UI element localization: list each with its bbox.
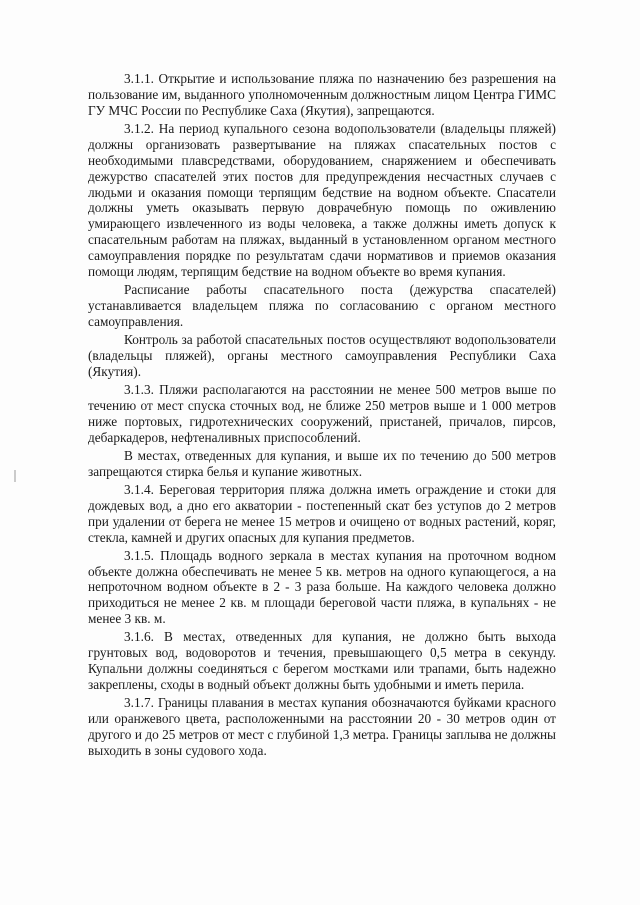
paragraph-3-1-3: 3.1.3. Пляжи располагаются на расстоянии не менее 500 метров выше по течению от мест спуска сточных вод, не ближе 250 метров выше и 1 000 метров ниже портовых, гидротехнических сооружений, пристаней, причалов, пирсов, дебаркадеров, нефтеналивных приспособлений. — [88, 381, 556, 445]
paragraph-3-1-2: 3.1.2. На период купального сезона водопользователи (владельцы пляжей) должны организовать развертывание на пляжах спасательных постов с необходимыми плавсредствами, оборудованием, снаряжением и обеспечивать дежурство спасателей этих постов для предупреждения несчастных случаев с людьми и оказания помощи терпящим бедствие на водном объекте. Спасатели должны уметь оказывать первую доврачебную помощь по оживлению умирающего извлеченного из воды человека, а также должны иметь допуск к спасательным работам на пляжах, выданный в установленном органом местного самоуправления порядке по результатам сдачи нормативов и приемов оказания помощи людям, терпящим бедствие на водном объекте во время купания. — [88, 120, 556, 280]
document-body — [88, 71, 556, 761]
scan-margin-mark — [14, 470, 16, 482]
paragraph-3-1-5: 3.1.5. Площадь водного зеркала в местах купания на проточном водном объекте должна обеспечивать не менее 5 кв. метров на одного купающегося, а на непроточном водном объекте в 2 - 3 раза больше. На каждого человека должно приходиться не менее 2 кв. м площади береговой части пляжа, в купальнях - не менее 3 кв. м. — [88, 547, 556, 627]
paragraph-3-1-7: 3.1.7. Границы плавания в местах купания обозначаются буйками красного или оранжевого цвета, расположенными на расстоянии 20 - 30 метров один от другого и до 25 метров от мест с глубиной 1,3 метра. Границы заплыва не должны выходить в зоны судового хода. — [88, 695, 556, 758]
paragraph-rescue-schedule: Расписание работы спасательного поста (дежурства спасателей) устанавливается владельцем пляжа по согласованию с органом местного самоуправления. — [88, 282, 556, 329]
paragraph-3-1-1: 3.1.1. Открытие и использование пляжа по назначению без разрешения на пользование им, выданного уполномоченным должностным лицом Центра ГИМС ГУ МЧС России по Республике Саха (Якутия), запрещаются. — [88, 71, 556, 118]
paragraph-washing-ban: В местах, отведенных для купания, и выше их по течению до 500 метров запрещаются стирка белья и купание животных. — [88, 447, 556, 479]
paragraph-3-1-6: 3.1.6. В местах, отведенных для купания, не должно быть выхода грунтовых вод, водоворотов и течения, превышающего 0,5 метра в секунду. Купальни должны соединяться с берегом мостками или трапами, быть надежно закреплены, сходы в водный объект должны быть удобными и иметь перила. — [88, 629, 556, 693]
paragraph-rescue-control: Контроль за работой спасательных постов осуществляют водопользователи (владельцы пляжей), органы местного самоуправления Республики Саха (Якутия). — [88, 332, 556, 379]
paragraph-3-1-4: 3.1.4. Береговая территория пляжа должна иметь ограждение и стоки для дождевых вод, а дно его акватории - постепенный скат без уступов до 2 метров при удалении от берега не менее 15 метров и очищено от водных растений, коряг, стекла, камней и других опасных для купания предметов. — [88, 481, 556, 545]
